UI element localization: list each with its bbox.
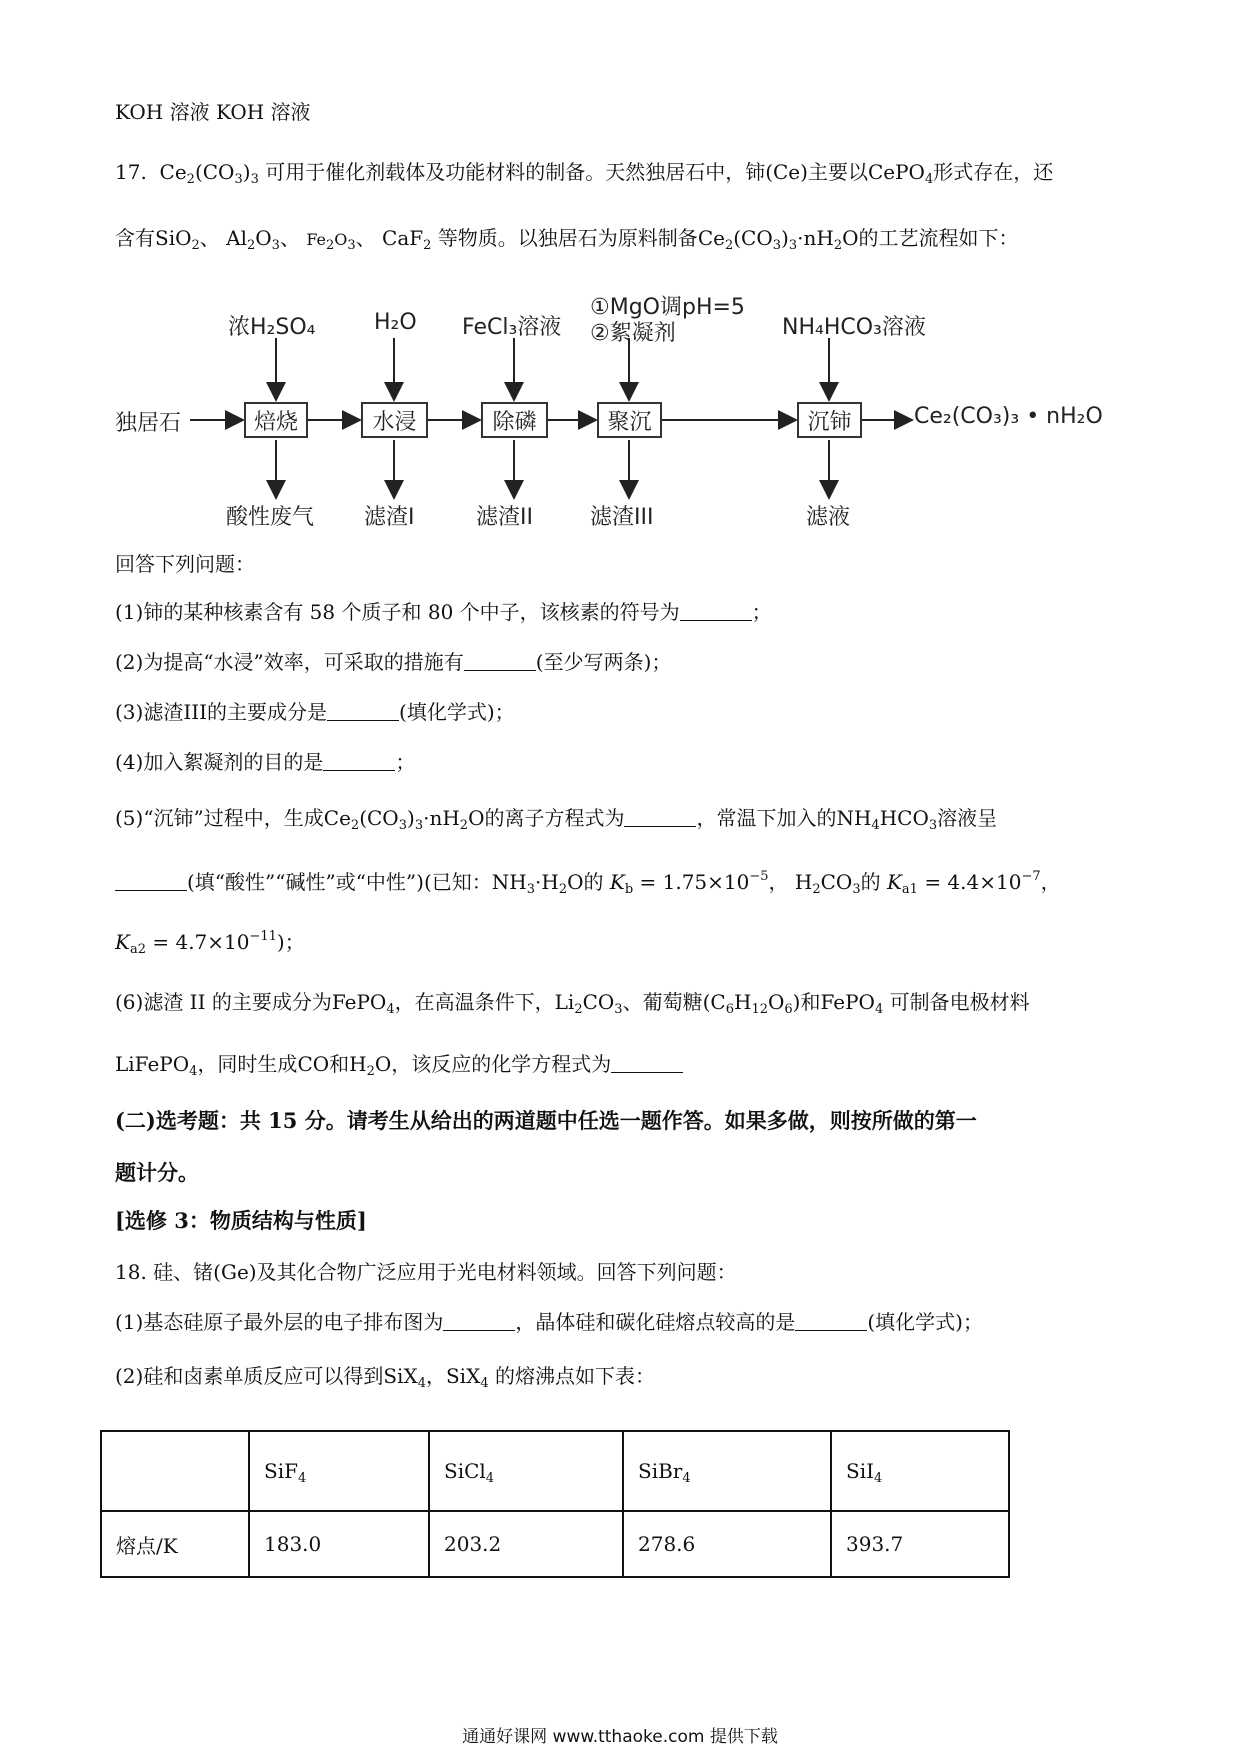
- q17-line1-text-end: 形式存在，还: [933, 160, 1054, 184]
- table-cell: [101, 1431, 249, 1511]
- answer-blank: [624, 808, 696, 827]
- reagent-mgo: ①MgO调pH=5: [590, 295, 745, 320]
- table-cell: 203.2: [429, 1511, 623, 1577]
- elective-heading: [选修 3：物质结构与性质]: [115, 1208, 367, 1233]
- q17-line2-text: 含有: [115, 226, 155, 250]
- answer-blank: [115, 872, 187, 891]
- reagent-nh4hco3: NH₄HCO₃溶液: [782, 315, 926, 340]
- step-coagulate: 聚沉: [597, 402, 662, 438]
- answer-blank: [795, 1312, 867, 1331]
- q18-sub2: (2)硅和卤素单质反应可以得到SiX$_4$，SiX$_4$ 的熔沸点如下表：: [115, 1364, 655, 1391]
- output-filtrate: 滤液: [806, 505, 851, 530]
- table-cell: 183.0: [249, 1511, 429, 1577]
- section2-line2: 题计分。: [115, 1160, 199, 1185]
- formula-list: SiO$_2$、 $Al_2O_3$、 $Fe_2O_3$、 CaF$_2$: [155, 226, 432, 253]
- reagent-fecl3: FeCl₃溶液: [462, 315, 562, 340]
- formula-ce2co33-nh2o: $Ce_2(CO_3)_3\cdot nH_2O$: [697, 226, 859, 253]
- table-header-sicl4: SiCl$_4$: [429, 1431, 623, 1511]
- output-residue-3: 滤渣III: [590, 505, 654, 530]
- answer-blank: [327, 702, 399, 721]
- answer-blank: [323, 752, 395, 771]
- q17-line1-text: 可用于催化剂载体及功能材料的制备。天然独居石中，铈(Ce)主要以: [265, 160, 868, 184]
- top-line: KOH 溶液 KOH 溶液: [115, 100, 311, 124]
- q17-number: 17.: [115, 160, 147, 184]
- output-residue-1: 滤渣I: [364, 505, 415, 530]
- reagent-h2o: H₂O: [374, 310, 417, 335]
- step-dephosphorize: 除磷: [481, 402, 548, 438]
- answer-blank: [464, 652, 536, 671]
- q17-line2-text3: 的工艺流程如下：: [858, 226, 1019, 250]
- flow-product: Ce₂(CO₃)₃ • nH₂O: [914, 404, 1103, 429]
- melting-point-table: [100, 1430, 1010, 1578]
- table-row-label: 熔点/K: [101, 1511, 249, 1577]
- step-precipitate-cerium: 沉铈: [797, 402, 862, 438]
- q18-line1: 18. 硅、锗(Ge)及其化合物广泛应用于光电材料领域。回答下列问题：: [115, 1260, 737, 1284]
- q17-sub2: (2)为提高“水浸”效率，可采取的措施有 (至少写两条)；: [115, 650, 672, 674]
- q18-sub1: (1)基态硅原子最外层的电子排布图为 ，晶体硅和碳化硅熔点较高的是 (填化学式)；: [115, 1310, 983, 1334]
- table-row: [101, 1511, 1009, 1577]
- q17-sub5-line1: (5)“沉铈”过程中，生成$Ce_2(CO_3)_3\cdot nH_2O$的离子方程式为 ，常温下加入的$NH_4HCO_3$溶液呈: [115, 806, 998, 833]
- q17-sub6-line1: (6)滤渣 II 的主要成分为FePO$_4$，在高温条件下，$Li_2CO_3$、葡萄糖$(C_6H_{12}O_6)$和FePO$_4$ 可制备电极材料: [115, 990, 1030, 1017]
- table-header-sif4: SiF$_4$: [249, 1431, 429, 1511]
- q17-intro: 回答下列问题：: [115, 552, 255, 576]
- q17-sub1: (1)铈的某种核素含有 58 个质子和 80 个中子，该核素的符号为 ；: [115, 600, 772, 624]
- step-roast: 焙烧: [244, 402, 308, 438]
- q17-line2-text2: 等物质。以独居石为原料制备: [437, 226, 698, 250]
- formula-ce2co33: $Ce_2(CO_3)_3$: [159, 160, 259, 187]
- q17-sub5-line3: $K_{a2} = 4.7\times 10^{-11}$)；: [115, 929, 305, 957]
- flow-start: 独居石: [115, 411, 182, 436]
- table-header-row: [101, 1431, 1009, 1511]
- q17-sub6-line2: LiFePO$_4$，同时生成CO和$H_2O$，该反应的化学方程式为: [115, 1052, 683, 1076]
- answer-blank: [443, 1312, 515, 1331]
- step-water-leach: 水浸: [361, 402, 428, 438]
- footer-watermark: 通通好课网 www.tthaoke.com 提供下载: [462, 1727, 778, 1747]
- q17-sub4: (4)加入絮凝剂的目的是 ；: [115, 750, 416, 774]
- table-cell: 393.7: [831, 1511, 1009, 1577]
- table-cell: 278.6: [623, 1511, 831, 1577]
- q17-sub3: (3)滤渣III的主要成分是 (填化学式)；: [115, 700, 515, 724]
- output-acid-gas: 酸性废气: [226, 505, 315, 530]
- table-header-sibr4: SiBr$_4$: [623, 1431, 831, 1511]
- reagent-flocculant: ②絮凝剂: [590, 321, 676, 346]
- section2-line1: (二)选考题：共 15 分。请考生从给出的两道题中任选一题作答。如果多做，则按所做的第一: [115, 1108, 977, 1133]
- reagent-h2so4: 浓H₂SO₄: [228, 315, 316, 340]
- formula-cepo4: CePO$_4$: [867, 160, 934, 187]
- output-residue-2: 滤渣II: [476, 505, 533, 530]
- answer-blank: [680, 602, 752, 621]
- flowchart-arrows: [0, 0, 1240, 560]
- answer-blank: [611, 1054, 683, 1073]
- table-header-sii4: SiI$_4$: [831, 1431, 1009, 1511]
- q17-sub5-line2: (填“酸性”“碱性”或“中性”)(已知：$NH_3\cdot H_2O$的 $K_b = 1.75\times 10^{-5}$， $H_2CO_3$的 $K_{a1} = 4.4\times 10^{-7}$，: [115, 870, 1061, 894]
